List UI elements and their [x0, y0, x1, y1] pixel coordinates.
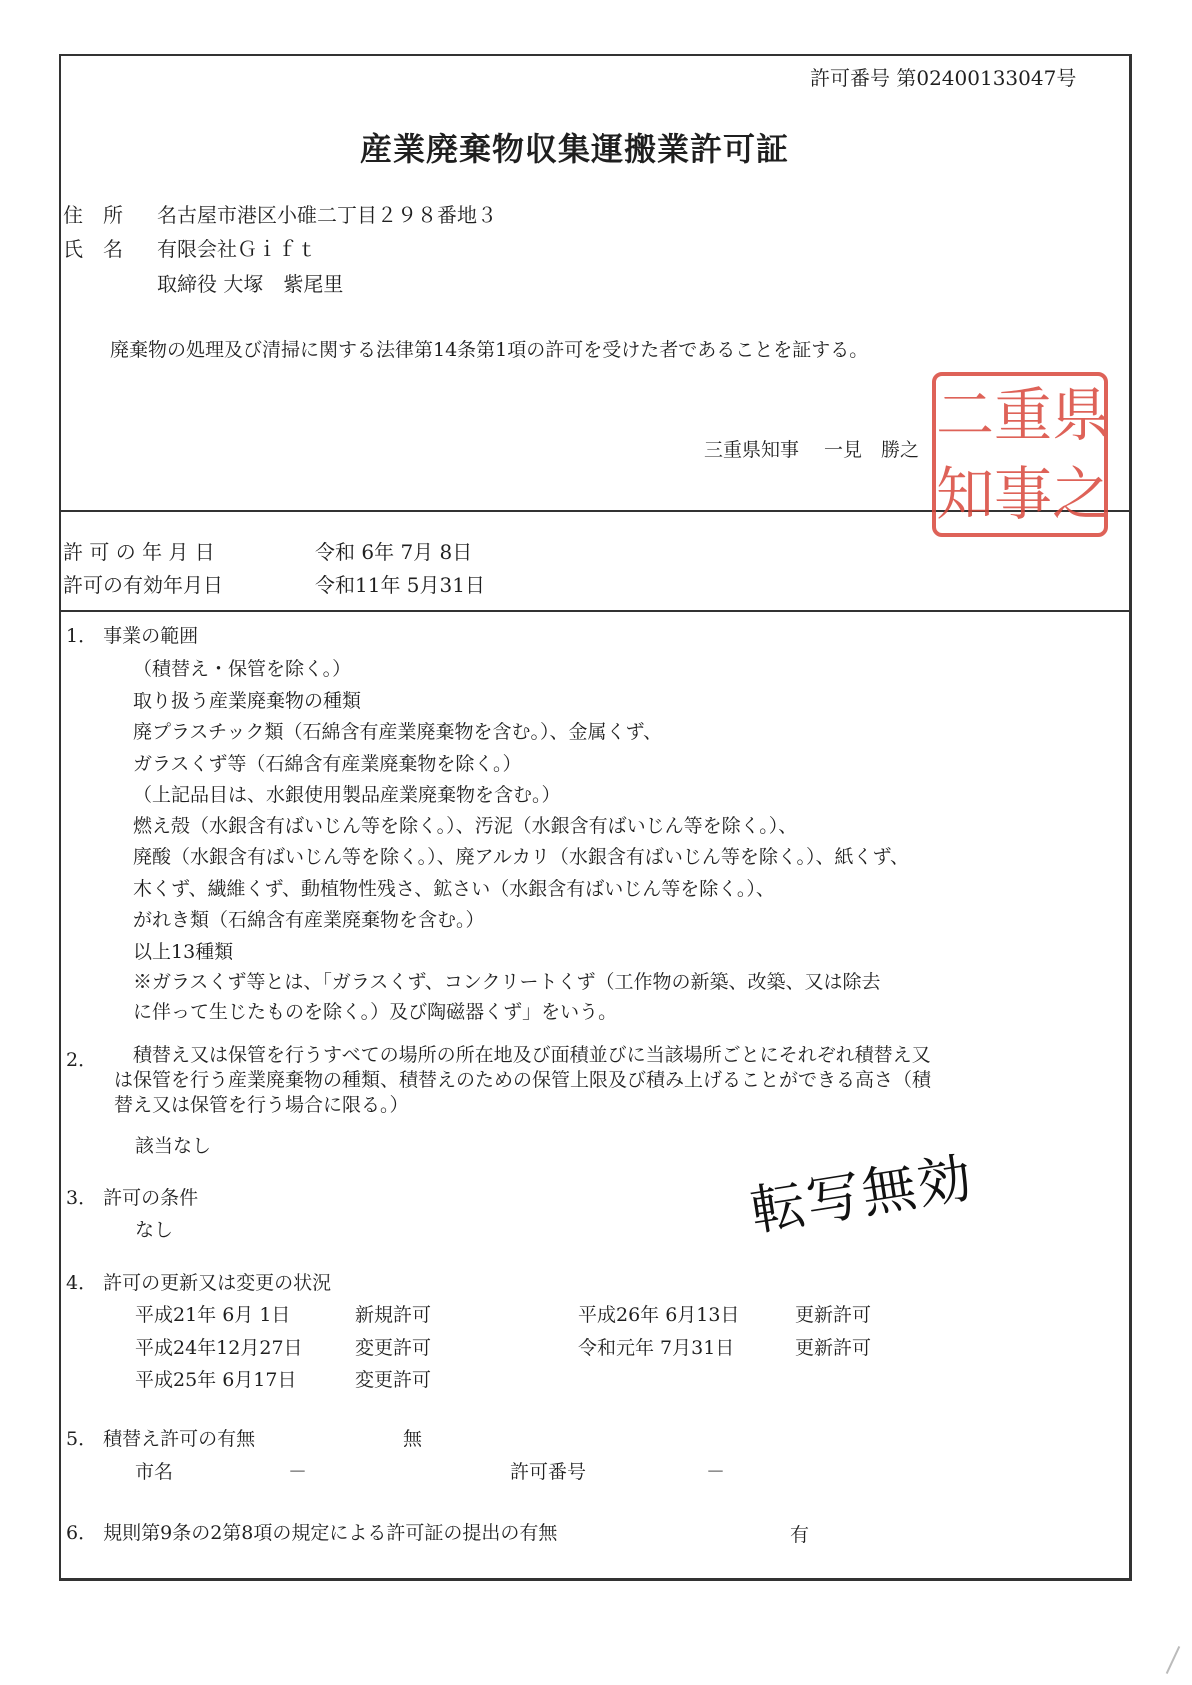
section-5-value: 無: [403, 1428, 423, 1450]
city-label: 市名: [135, 1461, 174, 1483]
permit-date-value: 令和 6年 7月 8日: [315, 540, 473, 564]
section-1-line: ※ガラスくず等とは、「ガラスくず、コンクリートくず（工作物の新築、改築、又は除去: [133, 971, 881, 993]
section-1-line: 廃酸（水銀含有ばいじん等を除く。）、廃アルカリ（水銀含有ばいじん等を除く。）、紙くず、: [133, 846, 909, 868]
address-value: 名古屋市港区小碓二丁目２９８番地３: [157, 203, 497, 227]
section-3-value: なし: [135, 1219, 174, 1241]
section-2-line: 積替え又は保管を行うすべての場所の所在地及び面積並びに当該場所ごとにそれぞれ積替え又: [133, 1044, 931, 1066]
history-date: 平成26年 6月13日: [578, 1304, 740, 1326]
section-6-value: 有: [790, 1524, 810, 1546]
seal-char: 県: [1052, 381, 1111, 450]
section-1-line: がれき類（石綿含有産業廃棄物を含む。）: [133, 909, 485, 931]
history-type: 変更許可: [355, 1369, 432, 1391]
section-2-line: は保管を行う産業廃棄物の種類、積替えのための保管上限及び積み上げることができる高さ（積: [114, 1069, 932, 1091]
section-2-line: 替え又は保管を行う場合に限る。）: [114, 1094, 409, 1116]
section-1-line: 以上13種類: [133, 941, 234, 963]
address-label: 住 所: [63, 203, 123, 227]
expiry-date-label: 許可の有効年月日: [63, 573, 223, 597]
history-date: 平成24年12月27日: [135, 1337, 303, 1359]
seal-char: 知: [936, 459, 995, 528]
section-2-value: 該当なし: [135, 1135, 212, 1157]
permit-date-label: 許 可 の 年 月 日: [63, 540, 215, 564]
name-label: 氏 名: [63, 237, 123, 261]
section-1-line: に伴って生じたものを除く。）及び陶磁器くず」をいう。: [133, 1001, 618, 1023]
transfer-permit-no-value: －: [706, 1461, 726, 1483]
section-1-line: ガラスくず等（石綿含有産業廃棄物を除く。）: [133, 753, 522, 775]
history-type: 更新許可: [795, 1337, 872, 1359]
section-1-line: 木くず、繊維くず、動植物性残さ、鉱さい（水銀含有ばいじん等を除く。）、: [133, 878, 775, 900]
document-title: 産業廃棄物収集運搬業許可証: [360, 130, 790, 168]
certification-text: 廃棄物の処理及び清掃に関する法律第14条第1項の許可を受けた者であることを証する。: [110, 339, 869, 361]
copy-invalid-watermark: 転写無効: [746, 1145, 978, 1244]
seal-char: 重: [994, 381, 1053, 450]
history-type: 更新許可: [795, 1304, 872, 1326]
history-date: 平成25年 6月17日: [135, 1369, 297, 1391]
expiry-date-value: 令和11年 5月31日: [315, 573, 485, 597]
divider-sections: [59, 610, 1132, 612]
issuer-name: 三重県知事 一見 勝之: [704, 439, 920, 461]
history-date: 平成21年 6月 1日: [135, 1304, 291, 1326]
governor-seal: [932, 372, 1111, 537]
permit-number: 許可番号 第02400133047号: [810, 66, 1077, 90]
section-1-line: 廃プラスチック類（石綿含有産業廃棄物を含む。）、金属くず、: [133, 721, 662, 743]
section-5-heading: 5． 積替え許可の有無: [66, 1428, 256, 1450]
section-1-line: （上記品目は、水銀使用製品産業廃棄物を含む。）: [133, 784, 561, 806]
section-2-number: 2．: [66, 1049, 98, 1071]
history-type: 新規許可: [355, 1304, 432, 1326]
seal-char: 二: [936, 381, 995, 450]
seal-char: 之: [1052, 459, 1111, 528]
section-4-heading: 4． 許可の更新又は変更の状況: [66, 1272, 332, 1294]
section-3-heading: 3． 許可の条件: [66, 1187, 199, 1209]
company-name: 有限会社Ｇｉｆｔ: [157, 237, 317, 261]
representative-name: 取締役 大塚 紫尾里: [157, 272, 344, 296]
transfer-permit-no-label: 許可番号: [510, 1461, 587, 1483]
section-1-line: 燃え殻（水銀含有ばいじん等を除く。）、汚泥（水銀含有ばいじん等を除く。）、: [133, 815, 798, 837]
seal-char: 事: [994, 459, 1053, 528]
section-1-heading: 1． 事業の範囲: [66, 625, 199, 647]
city-value: －: [288, 1461, 308, 1483]
pen-mark: [1166, 1646, 1180, 1674]
history-type: 変更許可: [355, 1337, 432, 1359]
section-6-heading: 6． 規則第9条の2第8項の規定による許可証の提出の有無: [66, 1522, 558, 1544]
section-1-line: （積替え・保管を除く。）: [133, 658, 352, 680]
section-1-line: 取り扱う産業廃棄物の種類: [133, 690, 362, 712]
history-date: 令和元年 7月31日: [578, 1337, 735, 1359]
